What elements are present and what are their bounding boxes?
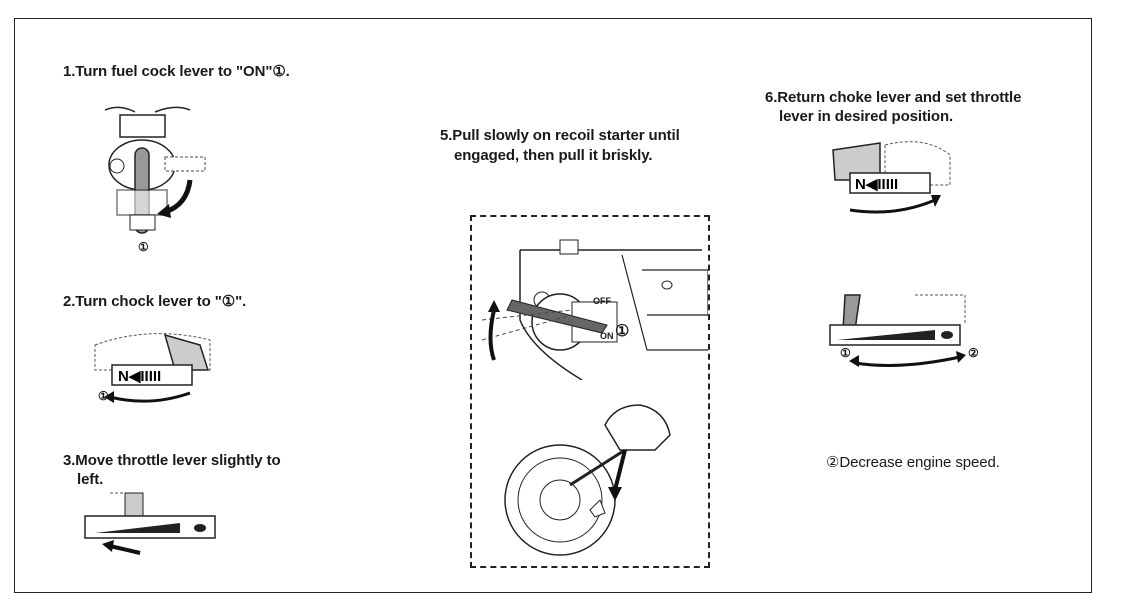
step-2-instruction: 2.Turn chock lever to "①".	[63, 293, 247, 310]
step-6-instruction-line-1: 6.Return choke lever and set throttle	[765, 89, 1022, 106]
step-1-instruction: 1.Turn fuel cock lever to "ON"①.	[63, 63, 290, 80]
step-5-instruction-line-1: 5.Pull slowly on recoil starter until	[440, 127, 680, 144]
step-5-figure-label: ①	[615, 323, 630, 340]
svg-text:N◀IIIII: N◀IIIII	[855, 176, 899, 193]
on-label: ON	[600, 331, 614, 341]
engine-choke-illustration	[472, 230, 708, 380]
fuel-cock-illustration	[95, 100, 225, 250]
step-1-figure-label: ①	[138, 240, 149, 254]
decrease-engine-speed-note: ②Decrease engine speed.	[826, 454, 1000, 471]
step-3-instruction-line-2: left.	[77, 471, 104, 488]
off-label: OFF	[593, 296, 611, 306]
throttle-lever-illustration	[80, 488, 220, 563]
step-6-label-2: ②	[968, 346, 979, 360]
svg-text:N◀IIIII: N◀IIIII	[118, 368, 162, 385]
choke-lever-illustration	[90, 325, 220, 410]
step-2-figure-label: ①	[98, 389, 109, 403]
recoil-starter-illustration	[495, 395, 695, 560]
step-3-instruction-line-1: 3.Move throttle lever slightly to	[63, 452, 281, 469]
step-6-label-1: ①	[840, 346, 851, 360]
step-6-instruction-line-2: lever in desired position.	[779, 108, 954, 125]
step-5-instruction-line-2: engaged, then pull it briskly.	[454, 147, 653, 164]
choke-return-illustration	[825, 135, 955, 220]
